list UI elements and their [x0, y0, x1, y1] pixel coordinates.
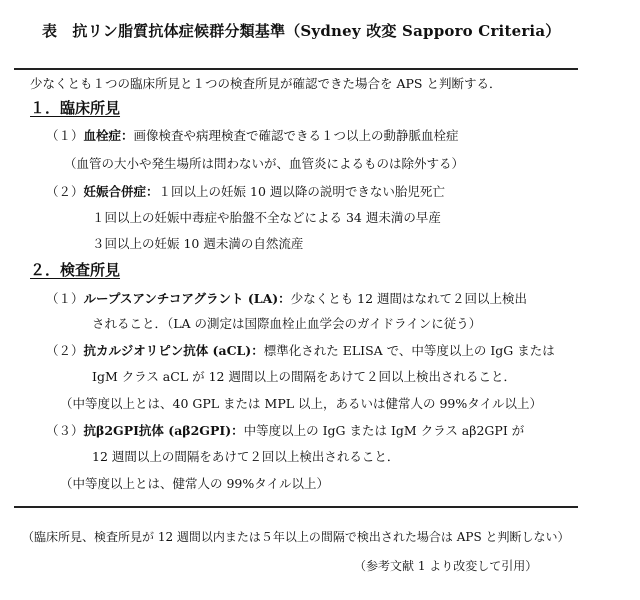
b2gpi-note: （中等度以上とは、健常人の 99%タイル以上） — [60, 476, 330, 491]
bottom-divider — [14, 506, 578, 508]
acl-number: （２） — [46, 343, 84, 358]
top-divider — [14, 68, 578, 70]
b2gpi-number: （３） — [46, 423, 84, 438]
thrombosis-note: （血管の大小や発生場所は問わないが、血管炎によるものは除外する） — [64, 156, 465, 171]
pregnancy-term: 妊娠合併症： — [83, 184, 159, 199]
b2gpi-line-2: 12 週間以上の間隔をあけて２回以上検出されること． — [92, 449, 400, 464]
thrombosis-desc: 画像検査や病理検査で確認できる１つ以上の動静脈血栓症 — [133, 128, 459, 143]
pregnancy-line — [46, 186, 445, 199]
lab-heading — [30, 263, 120, 278]
acl-term: 抗カルジオリピン抗体 (aCL)： — [83, 343, 264, 358]
b2gpi-line — [46, 425, 524, 438]
table-title: 表 抗リン脂質抗体症候群分類基準（Sydney 改変 Sapporo Criteria） — [42, 22, 561, 40]
clinical-heading-text: １．臨床所見 — [30, 99, 121, 117]
lab-heading-text: ２．検査所見 — [30, 261, 121, 279]
pregnancy-line-2: １回以上の妊娠中毒症や胎盤不全などによる 34 週未満の早産 — [92, 210, 441, 225]
clinical-heading — [30, 101, 120, 116]
la-line-2: されること．（LA の測定は国際血栓止血学会のガイドラインに従う） — [92, 316, 482, 331]
thrombosis-number: （１） — [46, 128, 84, 143]
acl-desc: 標準化された ELISA で、中等度以上の IgG または — [263, 343, 555, 358]
thrombosis-line — [46, 130, 459, 143]
la-desc: 少なくとも 12 週間はなれて２回以上検出 — [290, 291, 528, 306]
intro-text: 少なくとも１つの臨床所見と１つの検査所見が確認できた場合を APS と判断する． — [30, 76, 502, 91]
la-term: ループスアンチコアグラント (LA)： — [83, 291, 291, 306]
la-number: （１） — [46, 291, 84, 306]
acl-note: （中等度以上とは、40 GPL または MPL 以上，あるいは健常人の 99%タイル以上） — [60, 396, 543, 411]
b2gpi-term: 抗β2GPI抗体 (aβ2GPI)： — [83, 423, 244, 438]
footnote: （臨床所見、検査所見が 12 週間以内または５年以上の間隔で検出された場合は APS と判断しない） — [22, 530, 570, 544]
acl-line — [46, 345, 555, 358]
pregnancy-desc: １回以上の妊娠 10 週以降の説明できない胎児死亡 — [158, 184, 445, 199]
acl-line-2: IgM クラス aCL が 12 週間以上の間隔をあけて２回以上検出されること． — [92, 369, 516, 384]
reference-note: （参考文献 1 より改変して引用） — [354, 559, 538, 573]
la-line — [46, 293, 527, 306]
pregnancy-line-3: ３回以上の妊娠 10 週未満の自然流産 — [92, 236, 304, 251]
pregnancy-number: （２） — [46, 184, 84, 199]
b2gpi-desc: 中等度以上の IgG または IgM クラス aβ2GPI が — [243, 423, 525, 438]
thrombosis-term: 血栓症： — [83, 128, 134, 143]
